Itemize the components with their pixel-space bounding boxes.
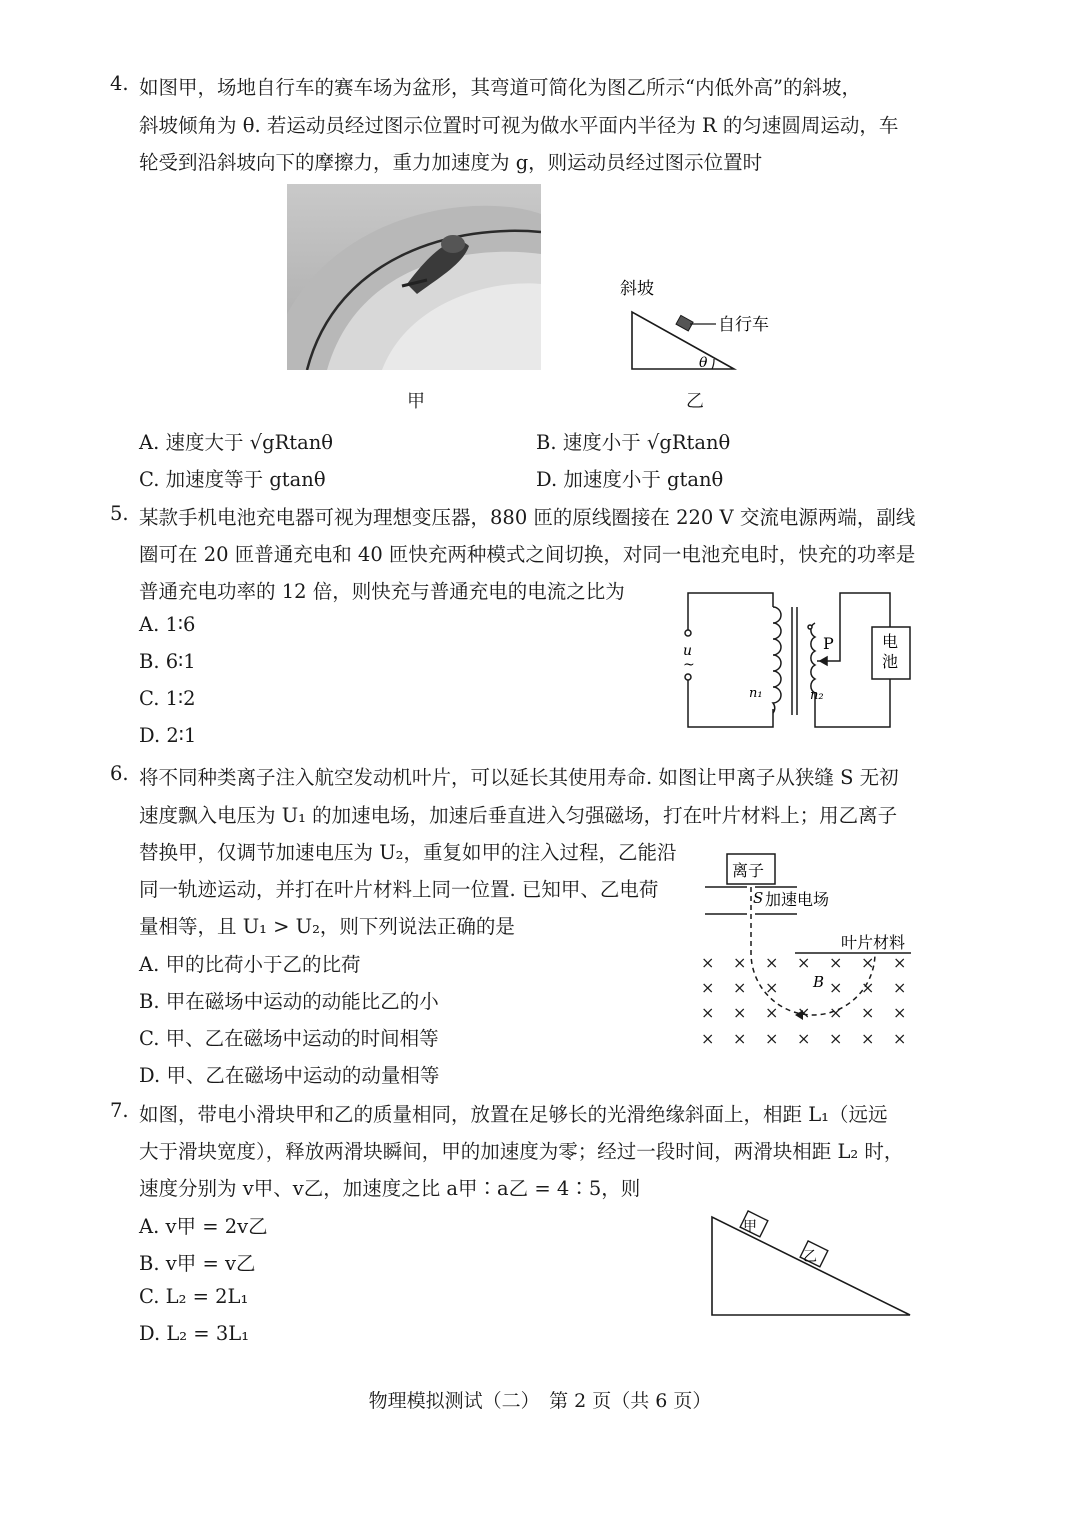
option-c: C. 加速度等于 gtanθ bbox=[139, 468, 326, 491]
ac-symbol: ~ bbox=[683, 657, 695, 673]
field-cross-mark: × bbox=[829, 953, 843, 972]
n1-label: n₁ bbox=[749, 686, 763, 701]
slope-label: 斜坡 bbox=[620, 279, 654, 299]
question-number: 7. bbox=[110, 1099, 129, 1122]
option-b: B. 甲在磁场中运动的动能比乙的小 bbox=[139, 990, 439, 1013]
field-cross-mark: × bbox=[797, 1029, 811, 1048]
question-number: 5. bbox=[110, 502, 129, 525]
n2-label: n₂ bbox=[810, 688, 824, 703]
field-cross-mark: × bbox=[829, 1029, 843, 1048]
transformer-circuit bbox=[675, 585, 920, 735]
field-cross-mark: × bbox=[861, 1029, 875, 1048]
question-text-line: 速度飘入电压为 U₁ 的加速电场，加速后垂直进入匀强磁场，打在叶片材料上；用乙离子 bbox=[139, 804, 898, 827]
field-cross-mark: × bbox=[893, 1003, 907, 1022]
option-d: D. 加速度小于 gtanθ bbox=[536, 468, 724, 491]
option-a: A. v甲 = 2v乙 bbox=[139, 1215, 268, 1238]
field-cross-mark: × bbox=[733, 953, 747, 972]
question-text-line: 如图，带电小滑块甲和乙的质量相同，放置在足够长的光滑绝缘斜面上，相距 L₁（远远 bbox=[139, 1103, 888, 1126]
question-text-line: 将不同种类离子注入航空发动机叶片，可以延长其使用寿命. 如图让甲离子从狭缝 S 无初 bbox=[139, 766, 899, 789]
contact-p-label: P bbox=[823, 634, 834, 653]
question-text-line: 普通充电功率的 12 倍，则快充与普通充电的电流之比为 bbox=[139, 580, 625, 603]
voltage-u-label: u bbox=[683, 643, 693, 659]
field-cross-mark: × bbox=[701, 1003, 715, 1022]
field-cross-mark: × bbox=[765, 978, 779, 997]
field-cross-mark: × bbox=[861, 978, 875, 997]
question-text-line: 轮受到沿斜坡向下的摩擦力，重力加速度为 g，则运动员经过图示位置时 bbox=[139, 151, 763, 174]
ion-box-label: 离子 bbox=[732, 861, 765, 880]
field-cross-mark: × bbox=[893, 1029, 907, 1048]
block-yi-label: 乙 bbox=[803, 1249, 817, 1265]
accel-field-label: 加速电场 bbox=[765, 890, 830, 909]
field-cross-mark: × bbox=[701, 978, 715, 997]
field-cross-mark: × bbox=[733, 1029, 747, 1048]
option-c: C. L₂ = 2L₁ bbox=[139, 1285, 249, 1308]
slit-s-label: S bbox=[753, 889, 764, 907]
field-cross-mark: × bbox=[701, 953, 715, 972]
ion-injection-diagram bbox=[695, 850, 920, 1050]
field-cross-mark: × bbox=[733, 1003, 747, 1022]
field-cross-mark: × bbox=[797, 953, 811, 972]
field-cross-mark: × bbox=[797, 1003, 811, 1022]
field-cross-mark: × bbox=[893, 978, 907, 997]
option-a: A. 甲的比荷小于乙的比荷 bbox=[139, 953, 361, 976]
block-jia-label: 甲 bbox=[743, 1219, 757, 1235]
figure-caption-jia: 甲 bbox=[407, 391, 425, 412]
option-a: A. 1∶6 bbox=[139, 613, 196, 636]
field-cross-mark: × bbox=[861, 953, 875, 972]
page-footer: 物理模拟测试（二） 第 2 页（共 6 页） bbox=[368, 1390, 712, 1412]
field-cross-mark: × bbox=[701, 1029, 715, 1048]
velodrome-photo bbox=[287, 184, 541, 370]
incline-diagram bbox=[705, 1205, 920, 1320]
figure-caption-yi: 乙 bbox=[686, 391, 704, 412]
question-number: 6. bbox=[110, 762, 129, 785]
field-cross-mark: × bbox=[893, 953, 907, 972]
question-text-line: 如图甲，场地自行车的赛车场为盆形，其弯道可简化为图乙所示“内低外高”的斜坡， bbox=[139, 76, 861, 99]
question-text-line: 替换甲，仅调节加速电压为 U₂，重复如甲的注入过程，乙能沿 bbox=[139, 841, 677, 864]
field-cross-mark: × bbox=[829, 1003, 843, 1022]
option-b: B. v甲 = v乙 bbox=[139, 1252, 256, 1275]
option-d: D. 2∶1 bbox=[139, 724, 197, 747]
question-text-line: 量相等，且 U₁ > U₂，则下列说法正确的是 bbox=[139, 915, 515, 938]
field-cross-mark: × bbox=[765, 953, 779, 972]
option-c: C. 1∶2 bbox=[139, 687, 196, 710]
option-b: B. 速度小于 √gRtanθ bbox=[536, 431, 731, 454]
field-cross-mark: × bbox=[765, 1029, 779, 1048]
field-cross-mark: × bbox=[733, 978, 747, 997]
field-cross-mark: × bbox=[829, 978, 843, 997]
blade-material-label: 叶片材料 bbox=[841, 933, 906, 952]
question-text-line: 某款手机电池充电器可视为理想变压器，880 匝的原线圈接在 220 V 交流电源两端，副线 bbox=[139, 506, 916, 529]
option-d: D. 甲、乙在磁场中运动的动量相等 bbox=[139, 1064, 440, 1087]
field-b-label: B bbox=[813, 973, 825, 991]
question-text-line: 速度分别为 v甲、v乙，加速度之比 a甲∶a乙 = 4∶5，则 bbox=[139, 1177, 641, 1200]
field-cross-mark: × bbox=[861, 1003, 875, 1022]
question-text-line: 大于滑块宽度），释放两滑块瞬间，甲的加速度为零；经过一段时间，两滑块相距 L₂ 时， bbox=[139, 1140, 904, 1163]
battery-label-bottom: 池 bbox=[882, 652, 899, 671]
theta-label: θ bbox=[699, 355, 708, 371]
option-a: A. 速度大于 √gRtanθ bbox=[139, 431, 334, 454]
option-c: C. 甲、乙在磁场中运动的时间相等 bbox=[139, 1027, 439, 1050]
bike-label: 自行车 bbox=[718, 315, 769, 335]
field-cross-mark: × bbox=[765, 1003, 779, 1022]
battery-label-top: 电 bbox=[882, 632, 899, 651]
option-b: B. 6∶1 bbox=[139, 650, 196, 673]
slope-diagram bbox=[600, 272, 790, 382]
question-text-line: 圈可在 20 匝普通充电和 40 匝快充两种模式之间切换，对同一电池充电时，快充的功率是 bbox=[139, 543, 916, 566]
question-number: 4. bbox=[110, 72, 129, 95]
question-text-line: 斜坡倾角为 θ. 若运动员经过图示位置时可视为做水平面内半径为 R 的匀速圆周运动，车 bbox=[139, 114, 899, 137]
option-d: D. L₂ = 3L₁ bbox=[139, 1322, 250, 1345]
question-text-line: 同一轨迹运动，并打在叶片材料上同一位置. 已知甲、乙电荷 bbox=[139, 878, 659, 901]
